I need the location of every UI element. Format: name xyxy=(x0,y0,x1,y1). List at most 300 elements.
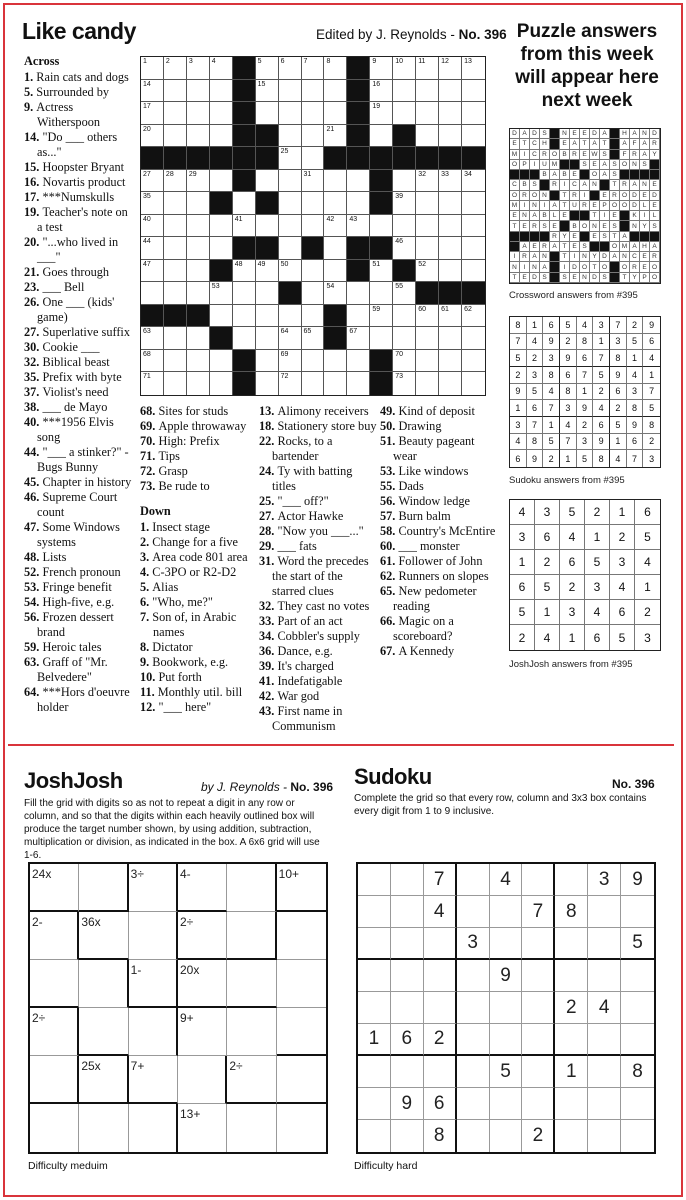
joshjosh-cell[interactable] xyxy=(227,864,276,912)
crossword-cell[interactable]: 4 xyxy=(210,57,233,80)
sudoku-cell[interactable] xyxy=(457,992,490,1024)
crossword-cell[interactable] xyxy=(256,350,279,373)
crossword-cell[interactable] xyxy=(210,170,233,193)
sudoku-cell[interactable] xyxy=(621,1024,654,1056)
sudoku-cell[interactable] xyxy=(555,864,588,896)
crossword-cell[interactable]: 54 xyxy=(324,282,347,305)
crossword-cell[interactable] xyxy=(462,215,485,238)
crossword-cell[interactable]: 32 xyxy=(416,170,439,193)
crossword-cell[interactable] xyxy=(439,80,462,103)
crossword-cell[interactable]: 2 xyxy=(164,57,187,80)
joshjosh-cell[interactable] xyxy=(30,960,79,1008)
crossword-cell[interactable]: 46 xyxy=(393,237,416,260)
sudoku-cell[interactable] xyxy=(588,1088,621,1120)
sudoku-cell[interactable]: 2 xyxy=(424,1024,457,1056)
joshjosh-cell[interactable]: 9+ xyxy=(178,1008,227,1056)
crossword-cell[interactable]: 14 xyxy=(141,80,164,103)
crossword-cell[interactable]: 20 xyxy=(141,125,164,148)
crossword-cell[interactable] xyxy=(416,125,439,148)
crossword-cell[interactable] xyxy=(324,237,347,260)
sudoku-cell[interactable]: 5 xyxy=(621,928,654,960)
crossword-cell[interactable] xyxy=(439,327,462,350)
crossword-cell[interactable] xyxy=(302,102,325,125)
crossword-cell[interactable]: 41 xyxy=(233,215,256,238)
answer-black-square xyxy=(590,242,600,252)
crossword-cell[interactable] xyxy=(416,215,439,238)
sudoku-cell[interactable] xyxy=(555,1120,588,1152)
sudoku-cell[interactable] xyxy=(490,928,523,960)
crossword-cell[interactable]: 19 xyxy=(370,102,393,125)
crossword-cell[interactable] xyxy=(416,327,439,350)
crossword-cell[interactable] xyxy=(393,327,416,350)
crossword-cell[interactable]: 43 xyxy=(347,215,370,238)
sudoku-cell[interactable] xyxy=(424,1056,457,1088)
joshjosh-grid[interactable] xyxy=(28,862,328,1154)
sudoku-cell[interactable] xyxy=(457,1056,490,1088)
crossword-cell[interactable] xyxy=(164,327,187,350)
crossword-cell[interactable] xyxy=(439,125,462,148)
crossword-cell[interactable] xyxy=(210,305,233,328)
sudoku-answer-cell: 3 xyxy=(543,350,560,367)
crossword-cell[interactable] xyxy=(210,215,233,238)
crossword-cell[interactable] xyxy=(462,80,485,103)
joshjosh-cell[interactable] xyxy=(79,1104,128,1152)
crossword-cell[interactable] xyxy=(324,102,347,125)
crossword-cell[interactable] xyxy=(279,192,302,215)
crossword-cell[interactable] xyxy=(439,350,462,373)
crossword-cell[interactable]: 3 xyxy=(187,57,210,80)
crossword-cell[interactable] xyxy=(324,170,347,193)
sudoku-cell[interactable]: 7 xyxy=(522,896,555,928)
sudoku-cell[interactable] xyxy=(588,928,621,960)
crossword-cell[interactable] xyxy=(462,102,485,125)
crossword-cell[interactable]: 73 xyxy=(393,372,416,395)
sudoku-cell[interactable] xyxy=(588,1056,621,1088)
crossword-cell[interactable] xyxy=(187,282,210,305)
crossword-cell[interactable] xyxy=(256,327,279,350)
crossword-cell[interactable] xyxy=(256,102,279,125)
crossword-cell[interactable]: 31 xyxy=(302,170,325,193)
sudoku-cell[interactable] xyxy=(490,1024,523,1056)
crossword-cell[interactable]: 15 xyxy=(256,80,279,103)
joshjosh-cell[interactable] xyxy=(277,1104,326,1152)
crossword-cell[interactable]: 50 xyxy=(279,260,302,283)
crossword-cell[interactable] xyxy=(210,102,233,125)
crossword-cell[interactable]: 47 xyxy=(141,260,164,283)
crossword-cell[interactable] xyxy=(164,237,187,260)
crossword-cell[interactable]: 9 xyxy=(370,57,393,80)
crossword-cell[interactable] xyxy=(210,125,233,148)
joshjosh-cell[interactable] xyxy=(129,1104,178,1152)
crossword-cell[interactable] xyxy=(416,102,439,125)
sudoku-cell[interactable]: 6 xyxy=(424,1088,457,1120)
crossword-cell[interactable]: 16 xyxy=(370,80,393,103)
crossword-cell[interactable] xyxy=(187,125,210,148)
joshjosh-cell[interactable]: 2÷ xyxy=(30,1008,79,1056)
sudoku-cell[interactable]: 7 xyxy=(424,864,457,896)
crossword-cell[interactable] xyxy=(256,305,279,328)
crossword-cell[interactable]: 12 xyxy=(439,57,462,80)
crossword-cell[interactable]: 7 xyxy=(302,57,325,80)
joshjosh-cell[interactable]: 25x xyxy=(79,1056,128,1104)
crossword-cell[interactable] xyxy=(439,372,462,395)
crossword-cell[interactable]: 49 xyxy=(256,260,279,283)
crossword-cell[interactable] xyxy=(370,125,393,148)
crossword-cell[interactable]: 53 xyxy=(210,282,233,305)
crossword-grid[interactable] xyxy=(140,56,486,396)
sudoku-cell[interactable] xyxy=(555,960,588,992)
crossword-cell[interactable]: 34 xyxy=(462,170,485,193)
crossword-cell[interactable] xyxy=(439,237,462,260)
crossword-cell[interactable] xyxy=(279,102,302,125)
sudoku-cell[interactable] xyxy=(621,992,654,1024)
crossword-cell[interactable]: 51 xyxy=(370,260,393,283)
crossword-cell[interactable] xyxy=(279,125,302,148)
joshjosh-cell[interactable] xyxy=(79,1008,128,1056)
crossword-cell[interactable]: 33 xyxy=(439,170,462,193)
crossword-cell[interactable] xyxy=(393,102,416,125)
crossword-cell[interactable]: 61 xyxy=(439,305,462,328)
joshjosh-cell[interactable]: 4- xyxy=(178,864,227,912)
crossword-cell[interactable] xyxy=(370,215,393,238)
crossword-cell[interactable]: 44 xyxy=(141,237,164,260)
crossword-cell[interactable] xyxy=(141,282,164,305)
joshjosh-cell[interactable] xyxy=(79,864,128,912)
crossword-cell[interactable] xyxy=(393,80,416,103)
crossword-cell[interactable] xyxy=(279,170,302,193)
sudoku-cell[interactable]: 4 xyxy=(588,992,621,1024)
crossword-cell[interactable] xyxy=(210,350,233,373)
crossword-cell[interactable] xyxy=(416,237,439,260)
sudoku-cell[interactable]: 3 xyxy=(588,864,621,896)
crossword-cell[interactable] xyxy=(233,305,256,328)
crossword-cell[interactable] xyxy=(302,305,325,328)
crossword-cell[interactable] xyxy=(302,125,325,148)
sudoku-cell[interactable] xyxy=(457,864,490,896)
sudoku-cell[interactable] xyxy=(490,1088,523,1120)
crossword-cell[interactable] xyxy=(462,260,485,283)
sudoku-cell[interactable]: 9 xyxy=(391,1088,424,1120)
crossword-cell[interactable] xyxy=(233,327,256,350)
crossword-cell[interactable] xyxy=(439,215,462,238)
sudoku-cell[interactable] xyxy=(555,928,588,960)
crossword-cell[interactable] xyxy=(187,80,210,103)
crossword-cell[interactable] xyxy=(302,282,325,305)
crossword-cell[interactable] xyxy=(279,305,302,328)
sudoku-cell[interactable] xyxy=(555,1024,588,1056)
crossword-cell[interactable] xyxy=(256,215,279,238)
crossword-cell[interactable] xyxy=(370,327,393,350)
crossword-cell[interactable]: 69 xyxy=(279,350,302,373)
crossword-cell[interactable]: 70 xyxy=(393,350,416,373)
crossword-cell[interactable]: 17 xyxy=(141,102,164,125)
joshjosh-cell[interactable]: 13+ xyxy=(178,1104,227,1152)
joshjosh-cell[interactable]: 24x xyxy=(30,864,79,912)
sudoku-cell[interactable]: 8 xyxy=(555,896,588,928)
crossword-cell[interactable] xyxy=(462,327,485,350)
crossword-cell[interactable]: 59 xyxy=(370,305,393,328)
crossword-cell[interactable] xyxy=(439,102,462,125)
crossword-cell[interactable] xyxy=(393,170,416,193)
sudoku-cell[interactable] xyxy=(621,960,654,992)
crossword-cell[interactable]: 64 xyxy=(279,327,302,350)
sudoku-cell[interactable] xyxy=(391,928,424,960)
sudoku-answer-cell: 4 xyxy=(510,434,527,451)
crossword-cell[interactable] xyxy=(187,327,210,350)
sudoku-cell[interactable] xyxy=(358,864,391,896)
sudoku-cell[interactable] xyxy=(424,992,457,1024)
crossword-cell[interactable] xyxy=(302,147,325,170)
sudoku-cell[interactable]: 5 xyxy=(490,1056,523,1088)
joshjosh-cell[interactable] xyxy=(277,1056,326,1104)
crossword-cell[interactable] xyxy=(302,350,325,373)
crossword-cell[interactable] xyxy=(164,282,187,305)
joshjosh-cell[interactable]: 20x xyxy=(178,960,227,1008)
joshjosh-cell[interactable]: 3÷ xyxy=(129,864,178,912)
sudoku-cell[interactable] xyxy=(457,896,490,928)
joshjosh-cell[interactable]: 7+ xyxy=(129,1056,178,1104)
crossword-cell[interactable] xyxy=(187,237,210,260)
crossword-cell[interactable] xyxy=(233,282,256,305)
crossword-cell[interactable] xyxy=(347,350,370,373)
crossword-cell[interactable] xyxy=(416,372,439,395)
sudoku-cell[interactable] xyxy=(391,1120,424,1152)
crossword-cell[interactable] xyxy=(256,372,279,395)
joshjosh-cell[interactable] xyxy=(79,960,128,1008)
crossword-cell[interactable]: 55 xyxy=(393,282,416,305)
crossword-cell[interactable] xyxy=(416,80,439,103)
crossword-cell[interactable]: 62 xyxy=(462,305,485,328)
sudoku-cell[interactable] xyxy=(621,1088,654,1120)
crossword-cell[interactable]: 68 xyxy=(141,350,164,373)
crossword-cell[interactable] xyxy=(187,192,210,215)
crossword-cell[interactable] xyxy=(347,282,370,305)
sudoku-cell[interactable]: 9 xyxy=(490,960,523,992)
crossword-cell[interactable]: 1 xyxy=(141,57,164,80)
crossword-cell[interactable] xyxy=(164,215,187,238)
crossword-cell[interactable]: 52 xyxy=(416,260,439,283)
joshjosh-cell[interactable] xyxy=(227,960,276,1008)
sudoku-cell[interactable] xyxy=(522,1088,555,1120)
joshjosh-cell[interactable] xyxy=(227,1104,276,1152)
sudoku-cell[interactable] xyxy=(391,864,424,896)
crossword-cell[interactable] xyxy=(324,350,347,373)
sudoku-cell[interactable]: 4 xyxy=(490,864,523,896)
joshjosh-cell[interactable] xyxy=(227,1008,276,1056)
crossword-cell[interactable]: 65 xyxy=(302,327,325,350)
joshjosh-cell[interactable] xyxy=(277,912,326,960)
crossword-cell[interactable]: 21 xyxy=(324,125,347,148)
crossword-cell[interactable] xyxy=(210,80,233,103)
crossword-cell[interactable] xyxy=(416,192,439,215)
crossword-cell[interactable] xyxy=(187,350,210,373)
sudoku-cell[interactable] xyxy=(391,896,424,928)
crossword-cell[interactable] xyxy=(279,215,302,238)
sudoku-cell[interactable]: 9 xyxy=(621,864,654,896)
crossword-cell[interactable]: 11 xyxy=(416,57,439,80)
crossword-cell[interactable] xyxy=(302,260,325,283)
sudoku-cell[interactable] xyxy=(391,960,424,992)
crossword-cell[interactable] xyxy=(187,102,210,125)
crossword-cell[interactable] xyxy=(302,215,325,238)
crossword-cell[interactable] xyxy=(164,102,187,125)
sudoku-cell[interactable] xyxy=(522,864,555,896)
sudoku-cell[interactable] xyxy=(588,960,621,992)
crossword-cell[interactable] xyxy=(462,350,485,373)
sudoku-cell[interactable] xyxy=(358,992,391,1024)
sudoku-cell[interactable] xyxy=(588,1024,621,1056)
crossword-cell[interactable] xyxy=(279,237,302,260)
crossword-cell[interactable] xyxy=(462,192,485,215)
crossword-cell[interactable] xyxy=(347,170,370,193)
sudoku-cell[interactable]: 8 xyxy=(621,1056,654,1088)
crossword-cell[interactable]: 25 xyxy=(279,147,302,170)
joshjosh-cell[interactable]: 2- xyxy=(30,912,79,960)
sudoku-cell[interactable] xyxy=(588,1120,621,1152)
sudoku-cell[interactable]: 2 xyxy=(555,992,588,1024)
sudoku-cell[interactable] xyxy=(522,992,555,1024)
crossword-cell[interactable] xyxy=(324,192,347,215)
crossword-cell[interactable]: 63 xyxy=(141,327,164,350)
crossword-cell[interactable] xyxy=(187,372,210,395)
sudoku-cell[interactable] xyxy=(490,896,523,928)
crossword-cell[interactable] xyxy=(279,80,302,103)
crossword-cell[interactable]: 35 xyxy=(141,192,164,215)
sudoku-cell[interactable] xyxy=(522,928,555,960)
crossword-cell[interactable] xyxy=(302,192,325,215)
joshjosh-cell[interactable] xyxy=(129,912,178,960)
joshjosh-cell[interactable] xyxy=(30,1104,79,1152)
crossword-cell[interactable] xyxy=(462,125,485,148)
sudoku-cell[interactable] xyxy=(621,896,654,928)
joshjosh-cell[interactable] xyxy=(227,912,276,960)
sudoku-cell[interactable]: 3 xyxy=(457,928,490,960)
sudoku-cell[interactable] xyxy=(358,1088,391,1120)
sudoku-cell[interactable] xyxy=(424,928,457,960)
joshjosh-cell[interactable]: 36x xyxy=(79,912,128,960)
sudoku-cell[interactable] xyxy=(588,896,621,928)
crossword-cell[interactable] xyxy=(164,192,187,215)
crossword-cell[interactable]: 39 xyxy=(393,192,416,215)
sudoku-cell[interactable] xyxy=(621,1120,654,1152)
sudoku-cell[interactable] xyxy=(424,960,457,992)
crossword-cell[interactable] xyxy=(370,282,393,305)
sudoku-cell[interactable] xyxy=(358,1120,391,1152)
sudoku-cell[interactable] xyxy=(522,960,555,992)
sudoku-cell[interactable] xyxy=(457,1024,490,1056)
crossword-cell[interactable]: 27 xyxy=(141,170,164,193)
sudoku-cell[interactable] xyxy=(358,928,391,960)
crossword-cell[interactable] xyxy=(324,260,347,283)
crossword-cell[interactable]: 42 xyxy=(324,215,347,238)
crossword-cell[interactable] xyxy=(347,192,370,215)
crossword-cell[interactable] xyxy=(439,192,462,215)
sudoku-cell[interactable]: 1 xyxy=(358,1024,391,1056)
joshjosh-cell[interactable]: 2÷ xyxy=(227,1056,276,1104)
crossword-cell[interactable] xyxy=(302,372,325,395)
sudoku-cell[interactable] xyxy=(490,1120,523,1152)
sudoku-grid[interactable] xyxy=(356,862,656,1154)
joshjosh-cell[interactable] xyxy=(129,1008,178,1056)
crossword-cell[interactable]: 6 xyxy=(279,57,302,80)
crossword-cell[interactable] xyxy=(164,350,187,373)
crossword-cell[interactable] xyxy=(324,372,347,395)
crossword-cell[interactable]: 28 xyxy=(164,170,187,193)
answer-cell: S xyxy=(530,180,540,190)
sudoku-cell[interactable] xyxy=(358,1056,391,1088)
crossword-cell[interactable] xyxy=(462,237,485,260)
sudoku-cell[interactable] xyxy=(358,960,391,992)
joshjosh-cell[interactable] xyxy=(30,1056,79,1104)
sudoku-cell[interactable] xyxy=(391,992,424,1024)
crossword-cell[interactable]: 5 xyxy=(256,57,279,80)
crossword-cell[interactable] xyxy=(324,80,347,103)
crossword-cell[interactable] xyxy=(256,170,279,193)
sudoku-cell[interactable] xyxy=(457,1088,490,1120)
crossword-cell[interactable] xyxy=(256,282,279,305)
clue-text: Country's McEntire xyxy=(398,524,496,538)
sudoku-cell[interactable]: 2 xyxy=(522,1120,555,1152)
sudoku-cell[interactable]: 6 xyxy=(391,1024,424,1056)
crossword-cell[interactable] xyxy=(164,372,187,395)
crossword-cell[interactable] xyxy=(187,260,210,283)
crossword-cell[interactable] xyxy=(164,260,187,283)
crossword-cell[interactable] xyxy=(210,237,233,260)
sudoku-cell[interactable] xyxy=(358,896,391,928)
crossword-cell[interactable] xyxy=(393,215,416,238)
sudoku-cell[interactable] xyxy=(391,1056,424,1088)
crossword-cell[interactable] xyxy=(164,125,187,148)
crossword-cell[interactable] xyxy=(164,80,187,103)
sudoku-cell[interactable] xyxy=(522,1024,555,1056)
sudoku-cell[interactable]: 1 xyxy=(555,1056,588,1088)
sudoku-cell[interactable] xyxy=(490,992,523,1024)
crossword-cell[interactable] xyxy=(347,372,370,395)
crossword-cell[interactable] xyxy=(187,215,210,238)
sudoku-cell[interactable] xyxy=(457,1120,490,1152)
joshjosh-cell[interactable] xyxy=(277,1008,326,1056)
joshjosh-cell[interactable] xyxy=(178,1056,227,1104)
crossword-cell[interactable] xyxy=(393,305,416,328)
crossword-cell[interactable] xyxy=(233,192,256,215)
crossword-cell[interactable]: 13 xyxy=(462,57,485,80)
sudoku-cell[interactable]: 8 xyxy=(424,1120,457,1152)
crossword-cell[interactable]: 8 xyxy=(324,57,347,80)
crossword-cell[interactable]: 67 xyxy=(347,327,370,350)
crossword-cell[interactable] xyxy=(439,260,462,283)
crossword-cell[interactable]: 10 xyxy=(393,57,416,80)
joshjosh-cell[interactable]: 2÷ xyxy=(178,912,227,960)
crossword-cell[interactable] xyxy=(302,80,325,103)
crossword-cell[interactable] xyxy=(347,305,370,328)
crossword-cell[interactable] xyxy=(416,350,439,373)
crossword-cell[interactable]: 48 xyxy=(233,260,256,283)
crossword-cell[interactable] xyxy=(210,372,233,395)
joshjosh-cell[interactable]: 1- xyxy=(129,960,178,1008)
sudoku-cell[interactable]: 4 xyxy=(424,896,457,928)
crossword-cell[interactable]: 40 xyxy=(141,215,164,238)
crossword-cell[interactable]: 71 xyxy=(141,372,164,395)
crossword-cell[interactable] xyxy=(462,372,485,395)
joshjosh-cell[interactable]: 10+ xyxy=(277,864,326,912)
crossword-cell[interactable]: 72 xyxy=(279,372,302,395)
sudoku-cell[interactable] xyxy=(522,1056,555,1088)
crossword-cell[interactable]: 60 xyxy=(416,305,439,328)
sudoku-cell[interactable] xyxy=(457,960,490,992)
joshjosh-cell[interactable] xyxy=(277,960,326,1008)
crossword-cell[interactable]: 29 xyxy=(187,170,210,193)
sudoku-cell[interactable] xyxy=(555,1088,588,1120)
